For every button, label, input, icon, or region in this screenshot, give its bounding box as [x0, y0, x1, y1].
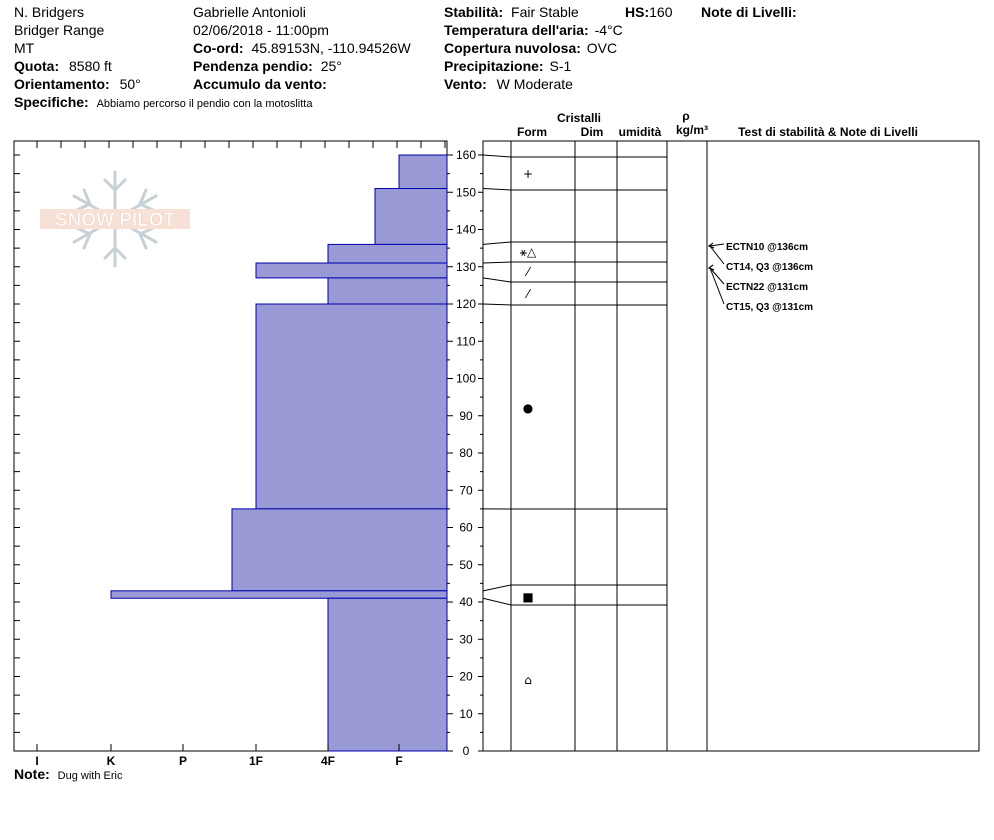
hardness-bar [232, 509, 447, 591]
depth-tick-label: 140 [455, 222, 477, 237]
hardness-bar [328, 278, 447, 304]
hardness-bar [375, 189, 447, 245]
depth-tick-label: 10 [459, 706, 473, 721]
depth-tick-label: 0 [462, 744, 470, 758]
depth-axis [447, 148, 483, 758]
layer-connector [483, 278, 511, 282]
layer-connector [483, 304, 511, 305]
note-label: Note: [14, 766, 50, 782]
hs-value: 160 [649, 4, 673, 20]
depth-tick-label: 30 [459, 632, 473, 647]
note-value: Dug with Eric [57, 770, 123, 782]
layer-connector [483, 242, 511, 244]
aspect-label: Orientamento: [14, 76, 110, 92]
depth-tick-label: 80 [459, 446, 473, 460]
moisture-header: umidità [618, 125, 662, 139]
grain-form-symbol: ⁄ [526, 287, 530, 301]
elevation-value: 8580 ft [69, 58, 112, 74]
test-arrowhead [709, 265, 714, 270]
depth-tick-label: 70 [459, 483, 473, 498]
depth-tick-label: 90 [459, 408, 473, 423]
grain-form-symbol: ● [522, 401, 534, 415]
observer-name: N. Bridgers [14, 4, 85, 20]
grain-forms [520, 167, 537, 687]
depth-tick-label: 160 [455, 148, 477, 162]
slope-value: 25° [320, 58, 342, 74]
precip-label: Precipitazione: [444, 58, 544, 74]
depth-tick-label: 40 [459, 595, 473, 609]
hardness-bar [111, 591, 447, 598]
specifics-label: Specifiche: [14, 94, 89, 110]
stability-value: Fair Stable [511, 4, 579, 20]
state-name: MT [14, 40, 35, 56]
stability-tests [709, 242, 813, 313]
stability-test-label: ECTN10 @136cm [726, 242, 809, 253]
layer-connector [483, 155, 511, 157]
hardness-bar [399, 155, 447, 189]
hardness-bars [111, 155, 447, 751]
grain-form-symbol: ⚹△ [519, 245, 537, 259]
grain-form-symbol: ■ [522, 590, 534, 604]
crystal-table-frame [483, 141, 979, 751]
depth-tick-label: 110 [456, 334, 476, 349]
grain-form-symbol: + [522, 167, 534, 181]
tests-header: Test di stabilità & Note di Livelli [738, 125, 918, 139]
crystal-table-columns [511, 141, 707, 751]
cloud-label: Copertura nuvolosa: [444, 40, 581, 56]
wind-label: Vento: [444, 76, 487, 92]
layer-connector [483, 262, 511, 263]
size-header: Dim [580, 125, 604, 139]
cloud-value: OVC [586, 40, 618, 56]
range-name: Bridger Range [14, 22, 105, 38]
hs-label: HS: [625, 4, 650, 20]
aspect-value: 50° [119, 76, 141, 92]
depth-tick-label: 20 [459, 669, 473, 684]
hardness-tick-label: P [178, 754, 188, 768]
air-temp-label: Temperatura dell'aria: [444, 22, 589, 38]
hardness-tick-label: I [35, 754, 39, 768]
elevation-label: Quota: [14, 58, 60, 74]
air-temp-value: -4°C [594, 22, 623, 38]
layer-connector [483, 189, 511, 190]
stability-test-label: CT14, Q3 @136cm [726, 262, 814, 273]
depth-tick-label: 60 [459, 520, 473, 535]
hardness-tick-label: F [395, 754, 403, 768]
test-arrow [710, 246, 724, 264]
test-arrow [710, 268, 724, 284]
depth-tick-label: 100 [455, 371, 477, 386]
layer-connector [483, 598, 511, 605]
form-header: Form [517, 125, 547, 139]
depth-tick-label: 130 [455, 259, 477, 274]
stability-label: Stabilità: [444, 4, 504, 20]
slope-label: Pendenza pendio: [193, 58, 313, 74]
test-arrow [710, 268, 724, 304]
author-name: Gabrielle Antonioli [193, 4, 306, 20]
hardness-bar [256, 304, 447, 509]
hardness-tick-label: K [106, 754, 116, 768]
hardness-bar [256, 263, 447, 278]
depth-tick-label: 150 [455, 185, 477, 200]
hardness-tick-label: 1F [248, 754, 264, 768]
coord-value: 45.89153N, -110.94526W [251, 40, 411, 56]
specifics-value: Abbiamo percorso il pendio con la motoslitta [96, 98, 313, 110]
stability-test-label: CT15, Q3 @131cm [726, 302, 814, 313]
density-unit: kg/m³ [675, 123, 709, 137]
grain-form-symbol: ⁄ [526, 265, 530, 279]
stability-test-label: ECTN22 @131cm [726, 282, 809, 293]
precip-value: S-1 [549, 58, 572, 74]
layer-connector [483, 585, 511, 591]
crystals-header: Cristalli [556, 111, 602, 125]
wind-value: W Moderate [496, 76, 573, 92]
observation-datetime: 02/06/2018 - 11:00pm [193, 22, 329, 38]
wind-loading-label: Accumulo da vento: [193, 76, 327, 92]
density-symbol: ρ [682, 109, 690, 123]
watermark-text: SNOW PILOT [54, 210, 176, 231]
hardness-tick-label: 4F [320, 754, 336, 768]
hardness-bar [328, 244, 447, 263]
coord-label: Co-ord: [193, 40, 244, 56]
layer-notes-label: Note di Livelli: [701, 4, 797, 20]
grain-form-symbol: ⌂ [524, 673, 532, 687]
depth-tick-label: 120 [455, 297, 477, 311]
hardness-bar [328, 598, 447, 751]
depth-tick-label: 50 [459, 557, 473, 572]
snowpilot-watermark [40, 172, 190, 266]
